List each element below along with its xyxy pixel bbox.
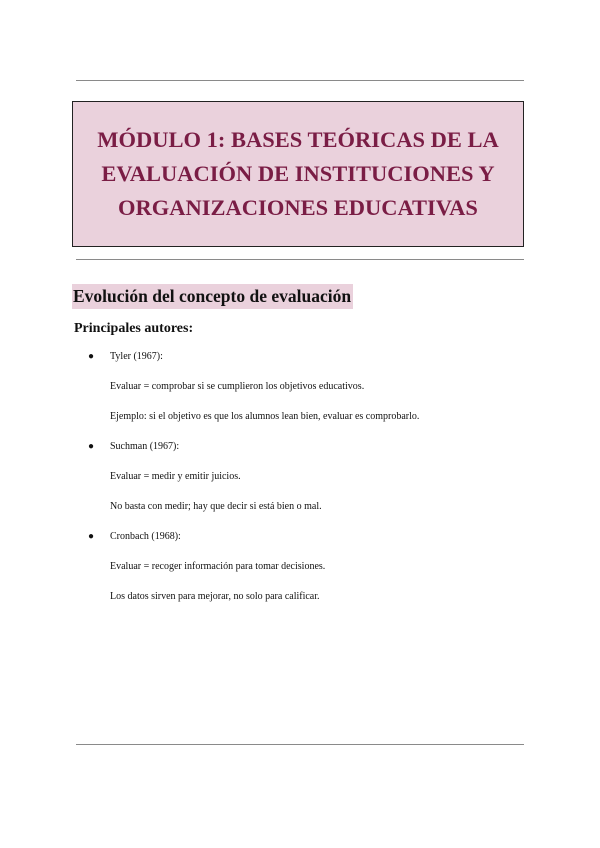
bullet-icon: ● (88, 531, 95, 542)
module-title-line: ORGANIZACIONES EDUCATIVAS (118, 195, 478, 220)
bullet-icon: ● (88, 441, 95, 452)
author-example: Ejemplo: si el objetivo es que los alumnos lean bien, evaluar es comprobarlo. (110, 411, 420, 422)
middle-divider (76, 259, 524, 260)
top-divider (76, 80, 524, 81)
author-example: Los datos sirven para mejorar, no solo para calificar. (110, 591, 320, 602)
authors-subheading: Principales autores: (74, 321, 194, 336)
module-title-line: MÓDULO 1: BASES TEÓRICAS DE LA (97, 127, 499, 152)
author-name: Suchman (1967): (110, 441, 180, 452)
author-definition: Evaluar = comprobar si se cumplieron los objetivos educativos. (110, 381, 365, 392)
module-title-line: EVALUACIÓN DE INSTITUCIONES Y (101, 161, 495, 186)
section-heading: Evolución del concepto de evaluación (72, 284, 353, 309)
author-example: No basta con medir; hay que decir si está bien o mal. (110, 501, 322, 512)
module-title-box (72, 101, 524, 247)
author-name: Tyler (1967): (110, 351, 163, 362)
module-title (77, 123, 519, 225)
bottom-divider (76, 744, 524, 745)
author-name: Cronbach (1968): (110, 531, 181, 542)
author-definition: Evaluar = recoger información para tomar decisiones. (110, 561, 326, 572)
bullet-icon: ● (88, 351, 95, 362)
author-definition: Evaluar = medir y emitir juicios. (110, 471, 241, 482)
